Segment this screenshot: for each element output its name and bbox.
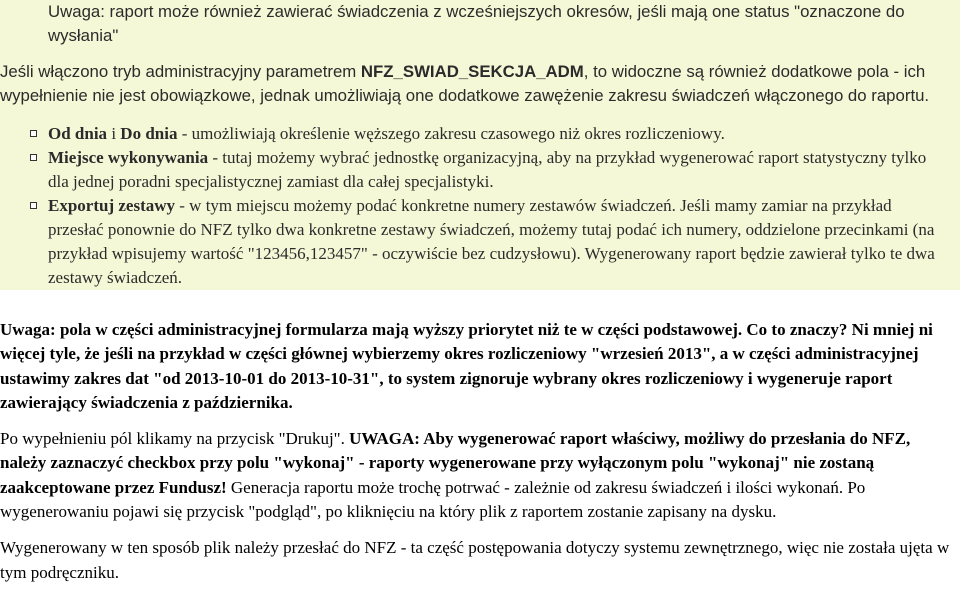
print-warning: UWAGA: Aby wygenerować raport właściwy, możliwy do przesłania do NFZ, należy zaznaczyć checkbox przy polu "wykonaj" - raporty wygenerowane przy wyłączonym polu "wykonaj" nie zostaną zaakceptowane przez Fundusz! <box>0 429 911 497</box>
earlier-periods-warning: Uwaga: raport może również zawierać świadczenia z wcześniejszych okresów, jeśli mają one status "oznaczone do wysłania" <box>48 2 905 45</box>
admin-mode-paragraph <box>0 60 960 108</box>
field-joiner: i <box>107 124 121 143</box>
main-text <box>0 318 955 585</box>
list-item <box>48 122 950 146</box>
admin-note-box <box>0 0 960 290</box>
field-term: Od dnia <box>48 124 108 143</box>
admin-mode-suffix: , to widoczne są również dodatkowe pola - ich wypełnienie nie jest obowiązkowe, jednak umożliwiają one dodatkowe zawężenie zakresu świadczeń włączonego do raportu. <box>0 62 930 105</box>
field-description: - umożliwiają określenie węższego zakresu czasowego niż okres rozliczeniowy. <box>177 124 725 143</box>
bullet-icon <box>30 154 37 161</box>
bullet-icon <box>30 130 37 137</box>
closing-paragraph: Wygenerowany w ten sposób plik należy przesłać do NFZ - ta część postępowania dotyczy systemu zewnętrznego, więc nie została ujęta w tym podręczniku. <box>0 538 950 582</box>
field-description: - w tym miejscu możemy podać konkretne numery zestawów świadczeń. Jeśli mamy zamiar na przykład przesłać ponownie do NFZ tylko dwa konkretne zestawy świadczeń, możemy tutaj podać ich numery, oddzielone przecinkami (na przykład wpisujemy wartość "123456,123457" - oczywiście bez cudzysłowu). Wygenerowany raport będzie zawierał tylko te dwa zestawy świadczeń. <box>48 196 935 287</box>
field-term: Exportuj zestawy <box>48 196 176 215</box>
print-tail: Generacja raportu może trochę potrwać - zależnie od zakresu świadczeń i ilości wykonań. Po wygenerowaniu pojawi się przycisk "podgląd", po kliknięciu na który plik z raportem zostanie zapisany na dysku. <box>0 477 866 522</box>
priority-paragraph <box>0 318 955 415</box>
list-item <box>48 194 950 290</box>
list-item <box>48 146 950 194</box>
admin-fields-list <box>0 122 960 290</box>
field-description: - tutaj możemy wybrać jednostkę organizacyjną, aby na przykład wygenerować raport statystyczny tylko dla jednej poradni specjalistycznej zamiast dla całej specjalistyki. <box>48 148 927 191</box>
print-paragraph <box>0 427 955 524</box>
priority-text: Uwaga: pola w części administracyjnej formularza mają wyższy priorytet niż te w części podstawowej. Co to znaczy? Ni mniej ni więcej tyle, że jeśli na przykład w części głównej wybierzemy okres rozliczeniowy "wrzesień 2013", a w części administracyjnej ustawimy zakres dat "od 2013-10-01 do 2013-10-31", to system zignoruje wybrany okres rozliczeniowy i wygeneruje raport zawierający świadczenia z października. <box>0 320 933 412</box>
admin-mode-prefix: Jeśli włączono tryb administracyjny parametrem <box>0 62 361 81</box>
admin-parameter-name: NFZ_SWIAD_SEKCJA_ADM <box>360 62 584 81</box>
field-term: Miejsce wykonywania <box>48 148 209 167</box>
bullet-icon <box>30 202 37 209</box>
print-lead: Po wypełnieniu pól klikamy na przycisk "Drukuj". <box>0 429 350 449</box>
field-term: Do dnia <box>120 124 178 143</box>
